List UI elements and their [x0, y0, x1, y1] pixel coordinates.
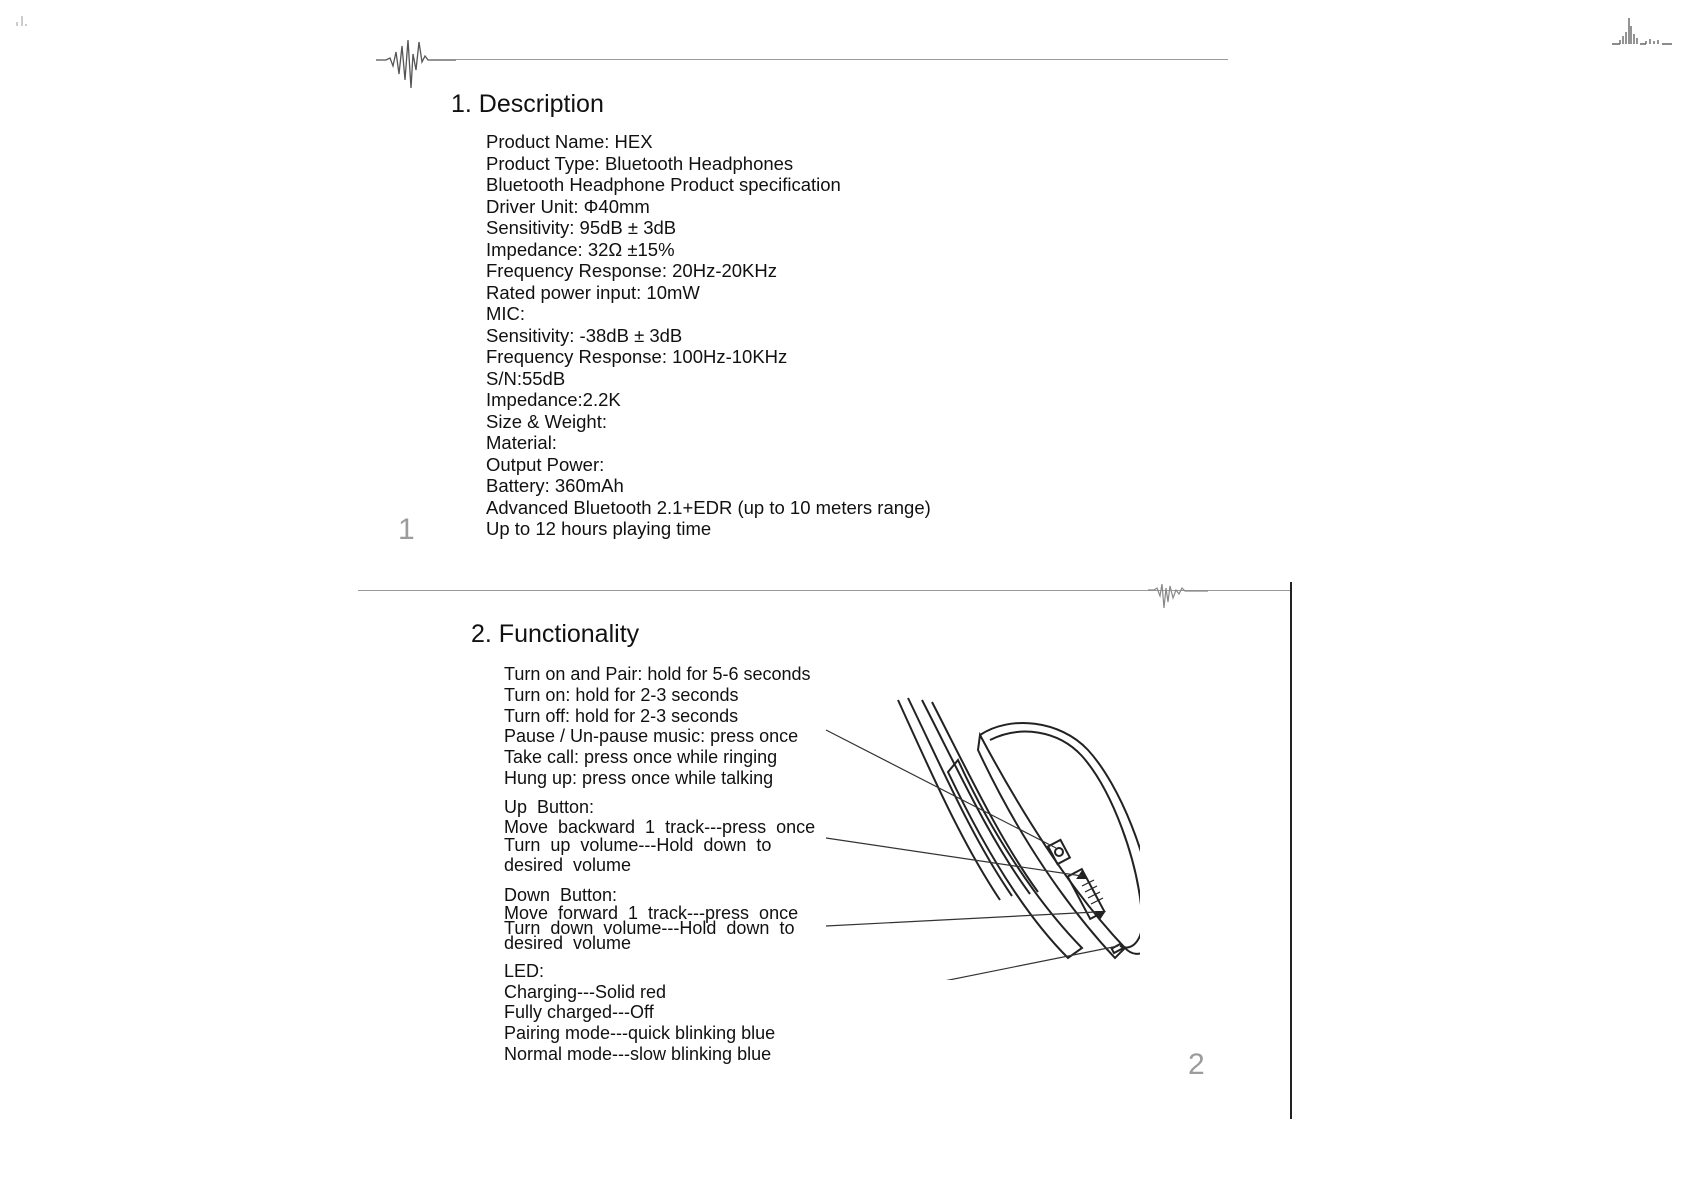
func-item: Fully charged---Off: [504, 1002, 654, 1023]
spec-item: Size & Weight:: [486, 410, 607, 432]
func-item: Hung up: press once while talking: [504, 767, 774, 788]
spec-item: Sensitivity: 95dB ± 3dB: [486, 217, 677, 238]
spec-item: S/N:55dB: [486, 367, 566, 389]
func-item: Take call: press once while ringing: [504, 747, 778, 768]
page-number-2: 2: [1188, 1048, 1205, 1081]
spec-item: Rated power input: 10mW: [486, 281, 700, 303]
func-item: Turn on and Pair: hold for 5-6 seconds: [504, 664, 811, 684]
spec-item: Driver Unit: Φ40mm: [486, 195, 650, 217]
spec-item: Battery: 360mAh: [486, 475, 624, 496]
section1-title: 1. Description: [451, 90, 604, 118]
soundwave-logo-icon: [376, 32, 456, 92]
func-item: desired volume: [504, 854, 632, 875]
spec-list: [486, 131, 931, 540]
down-button-group: [504, 884, 864, 951]
func-item: Charging---Solid red: [504, 981, 667, 1002]
spec-item: Output Power:: [486, 453, 605, 475]
section2-right-border: [1290, 582, 1292, 1119]
func-item: Down Button:: [504, 884, 618, 905]
spec-item: Sensitivity: -38dB ± 3dB: [486, 324, 683, 346]
corner-mark-left: [14, 12, 28, 31]
spec-item: Impedance:2.2K: [486, 389, 621, 410]
functionality-text: [504, 664, 864, 1065]
func-item: Move backward 1 track---press once: [504, 816, 816, 837]
power-button-group: [504, 664, 864, 789]
spec-item: Material:: [486, 432, 557, 453]
spec-item: Frequency Response: 20Hz-20KHz: [486, 260, 778, 281]
led-group: [504, 961, 864, 1065]
func-item: Turn off: hold for 2-3 seconds: [504, 705, 739, 726]
spec-item: Product Type: Bluetooth Headphones: [486, 152, 794, 174]
spec-item: Impedance: 32Ω ±15%: [486, 238, 675, 260]
corner-waveform-right: [1612, 8, 1674, 53]
spec-item: MIC:: [486, 303, 526, 324]
spec-item: Frequency Response: 100Hz-10KHz: [486, 346, 788, 367]
func-item: Turn down volume---Hold down to: [504, 917, 795, 938]
func-item: Turn up volume---Hold down to: [504, 834, 772, 855]
spec-item: Advanced Bluetooth 2.1+EDR (up to 10 meters range): [486, 496, 931, 518]
func-item: Up Button:: [504, 796, 595, 817]
spec-item: Bluetooth Headphone Product specification: [486, 174, 841, 195]
func-item: desired volume: [504, 932, 632, 953]
page-number-1: 1: [398, 513, 415, 546]
func-item: Pause / Un-pause music: press once: [504, 726, 799, 747]
func-item: Normal mode---slow blinking blue: [504, 1043, 772, 1064]
spec-item: Up to 12 hours playing time: [486, 518, 712, 539]
section2-soundwave-icon: [1148, 578, 1208, 618]
spec-item: Product Name: HEX: [486, 131, 653, 152]
func-item: Turn on: hold for 2-3 seconds: [504, 684, 739, 705]
up-button-group: [504, 797, 864, 876]
func-item: LED:: [504, 960, 545, 981]
section1-header-rule: [456, 59, 1228, 60]
section2-title: 2. Functionality: [471, 620, 640, 648]
func-item: Pairing mode---quick blinking blue: [504, 1023, 776, 1044]
func-item: Move forward 1 track---press once: [504, 902, 799, 923]
headphone-earcup-illustration: [820, 690, 1140, 985]
